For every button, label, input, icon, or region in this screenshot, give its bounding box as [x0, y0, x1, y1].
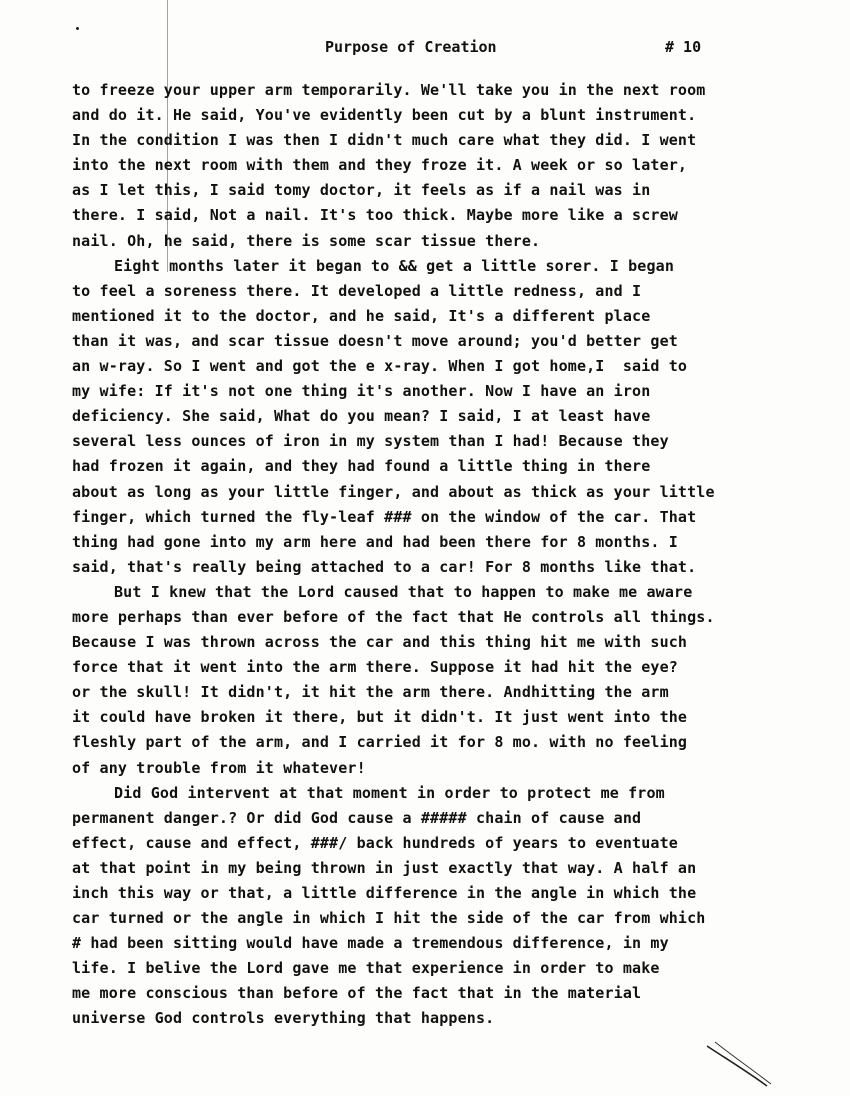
text-line: nail. Oh, he said, there is some scar tissue there. — [72, 231, 541, 250]
text-line: permanent danger.? Or did God cause a ##### chain of cause and — [72, 808, 642, 827]
paragraph — [72, 254, 812, 580]
text-line: there. I said, Not a nail. It's too thick. Maybe more like a screw — [72, 206, 678, 225]
text-line: force that it went into the arm there. Suppose it had hit the eye? — [72, 658, 678, 677]
text-line: as I let this, I said tomy doctor, it feels as if a nail was in — [72, 181, 651, 200]
paragraph — [72, 78, 812, 254]
text-line: had frozen it again, and they had found a little thing in there — [72, 457, 651, 476]
text-line: to freeze your upper arm temporarily. We'll take you in the next room — [72, 81, 706, 99]
text-line: than it was, and scar tissue doesn't move around; you'd better get — [72, 331, 678, 350]
text-line: or the skull! It didn't, it hit the arm there. Andhitting the arm — [72, 683, 669, 702]
text-line: and do it. He said, You've evidently been cut by a blunt instrument. — [72, 106, 697, 125]
text-line: But I knew that the Lord caused that to happen to make me aware — [114, 582, 693, 601]
text-line: of any trouble from it whatever! — [72, 758, 366, 777]
text-line: an w-ray. So I went and got the e x-ray. When I got home,I said to — [72, 357, 688, 376]
text-line: Did God intervent at that moment in order to protect me from — [114, 783, 665, 802]
paper-speck — [76, 27, 79, 30]
text-line: universe God controls everything that happens. — [72, 1009, 495, 1028]
page-number: # 10 — [665, 38, 702, 56]
text-line: fleshly part of the arm, and I carried it for 8 mo. with no feeling — [72, 733, 688, 752]
text-line: In the condition I was then I didn't much care what they did. I went — [72, 131, 697, 150]
pen-stroke-mark — [705, 1040, 775, 1090]
text-line: mentioned it to the doctor, and he said, It's a different place — [72, 306, 651, 325]
text-line: # had been sitting would have made a tremendous difference, in my — [72, 934, 669, 953]
text-line: several less ounces of iron in my system than I had! Because they — [72, 432, 669, 451]
text-line: more perhaps than ever before of the fact that He controls all things. — [72, 607, 715, 626]
text-line: deficiency. She said, What do you mean? I said, I at least have — [72, 407, 651, 426]
text-line: finger, which turned the fly-leaf ### on the window of the car. That — [72, 507, 697, 526]
text-line: it could have broken it there, but it didn't. It just went into the — [72, 708, 688, 727]
document-body — [72, 78, 812, 1032]
text-line: into the next room with them and they froze it. A week or so later, — [72, 156, 688, 175]
text-line: car turned or the angle in which I hit the side of the car from which — [72, 909, 706, 928]
text-line: Eight months later it began to && get a little sorer. I began — [114, 256, 675, 275]
text-line: Because I was thrown across the car and this thing hit me with such — [72, 633, 688, 652]
text-line: me more conscious than before of the fact that in the material — [72, 984, 642, 1003]
page-title: Purpose of Creation — [325, 38, 497, 56]
text-line: effect, cause and effect, ###/ back hundreds of years to eventuate — [72, 833, 678, 852]
text-line: said, that's really being attached to a car! For 8 months like that. — [72, 557, 697, 576]
paragraph — [72, 580, 812, 781]
page-header — [0, 38, 850, 62]
text-line: to feel a soreness there. It developed a little redness, and I — [72, 281, 642, 300]
paragraph — [72, 781, 812, 1032]
text-line: inch this way or that, a little difference in the angle in which the — [72, 884, 697, 902]
text-line: thing had gone into my arm here and had been there for 8 months. I — [72, 532, 678, 551]
text-line: at that point in my being thrown in just exactly that way. A half an — [72, 858, 697, 877]
text-line: about as long as your little finger, and about as thick as your little — [72, 482, 715, 501]
text-line: life. I belive the Lord gave me that experience in order to make — [72, 959, 660, 978]
text-line: my wife: If it's not one thing it's another. Now I have an iron — [72, 382, 651, 401]
